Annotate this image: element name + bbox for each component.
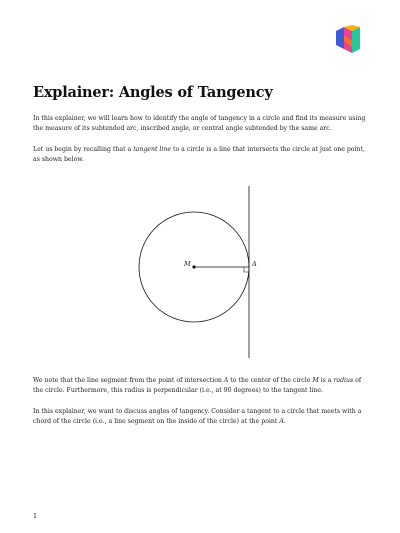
tangent-definition-paragraph: Let us begin by recalling that a tangent line to a circle is a line that intersects the circle at just one point, as shown below. — [33, 146, 365, 163]
nagwa-logo-icon — [334, 25, 366, 53]
intro-paragraph: In this explainer, we will learn how to identify the angle of tangency in a circle and find its measure using the measure of its subtended arc, inscribed angle, or central angle subtended by the same arc. — [33, 115, 366, 132]
angles-of-tangency-paragraph: In this explainer, we want to discuss angles of tangency. Consider a tangent to a circle that meets with a chord of the circle (i.e., a line segment on the inside of the circle) at the point A. — [33, 408, 362, 425]
point-a-label: A — [252, 260, 257, 268]
page-title: Explainer: Angles of Tangency — [33, 84, 273, 101]
center-point — [192, 265, 195, 268]
radius-term: radius — [333, 377, 354, 384]
tangent-line-term: tangent line — [133, 146, 172, 153]
radius-paragraph: We note that the line segment from the point of intersection A to the center of the circle M is a radius of the circle. Furthermore, this radius is perpendicular (i.e., at 90 degrees) to the tangent line. — [33, 377, 362, 394]
center-label: M — [184, 260, 191, 268]
right-angle-marker — [244, 267, 249, 272]
page-number: 1 — [33, 512, 38, 520]
tangent-circle-figure — [120, 186, 280, 362]
